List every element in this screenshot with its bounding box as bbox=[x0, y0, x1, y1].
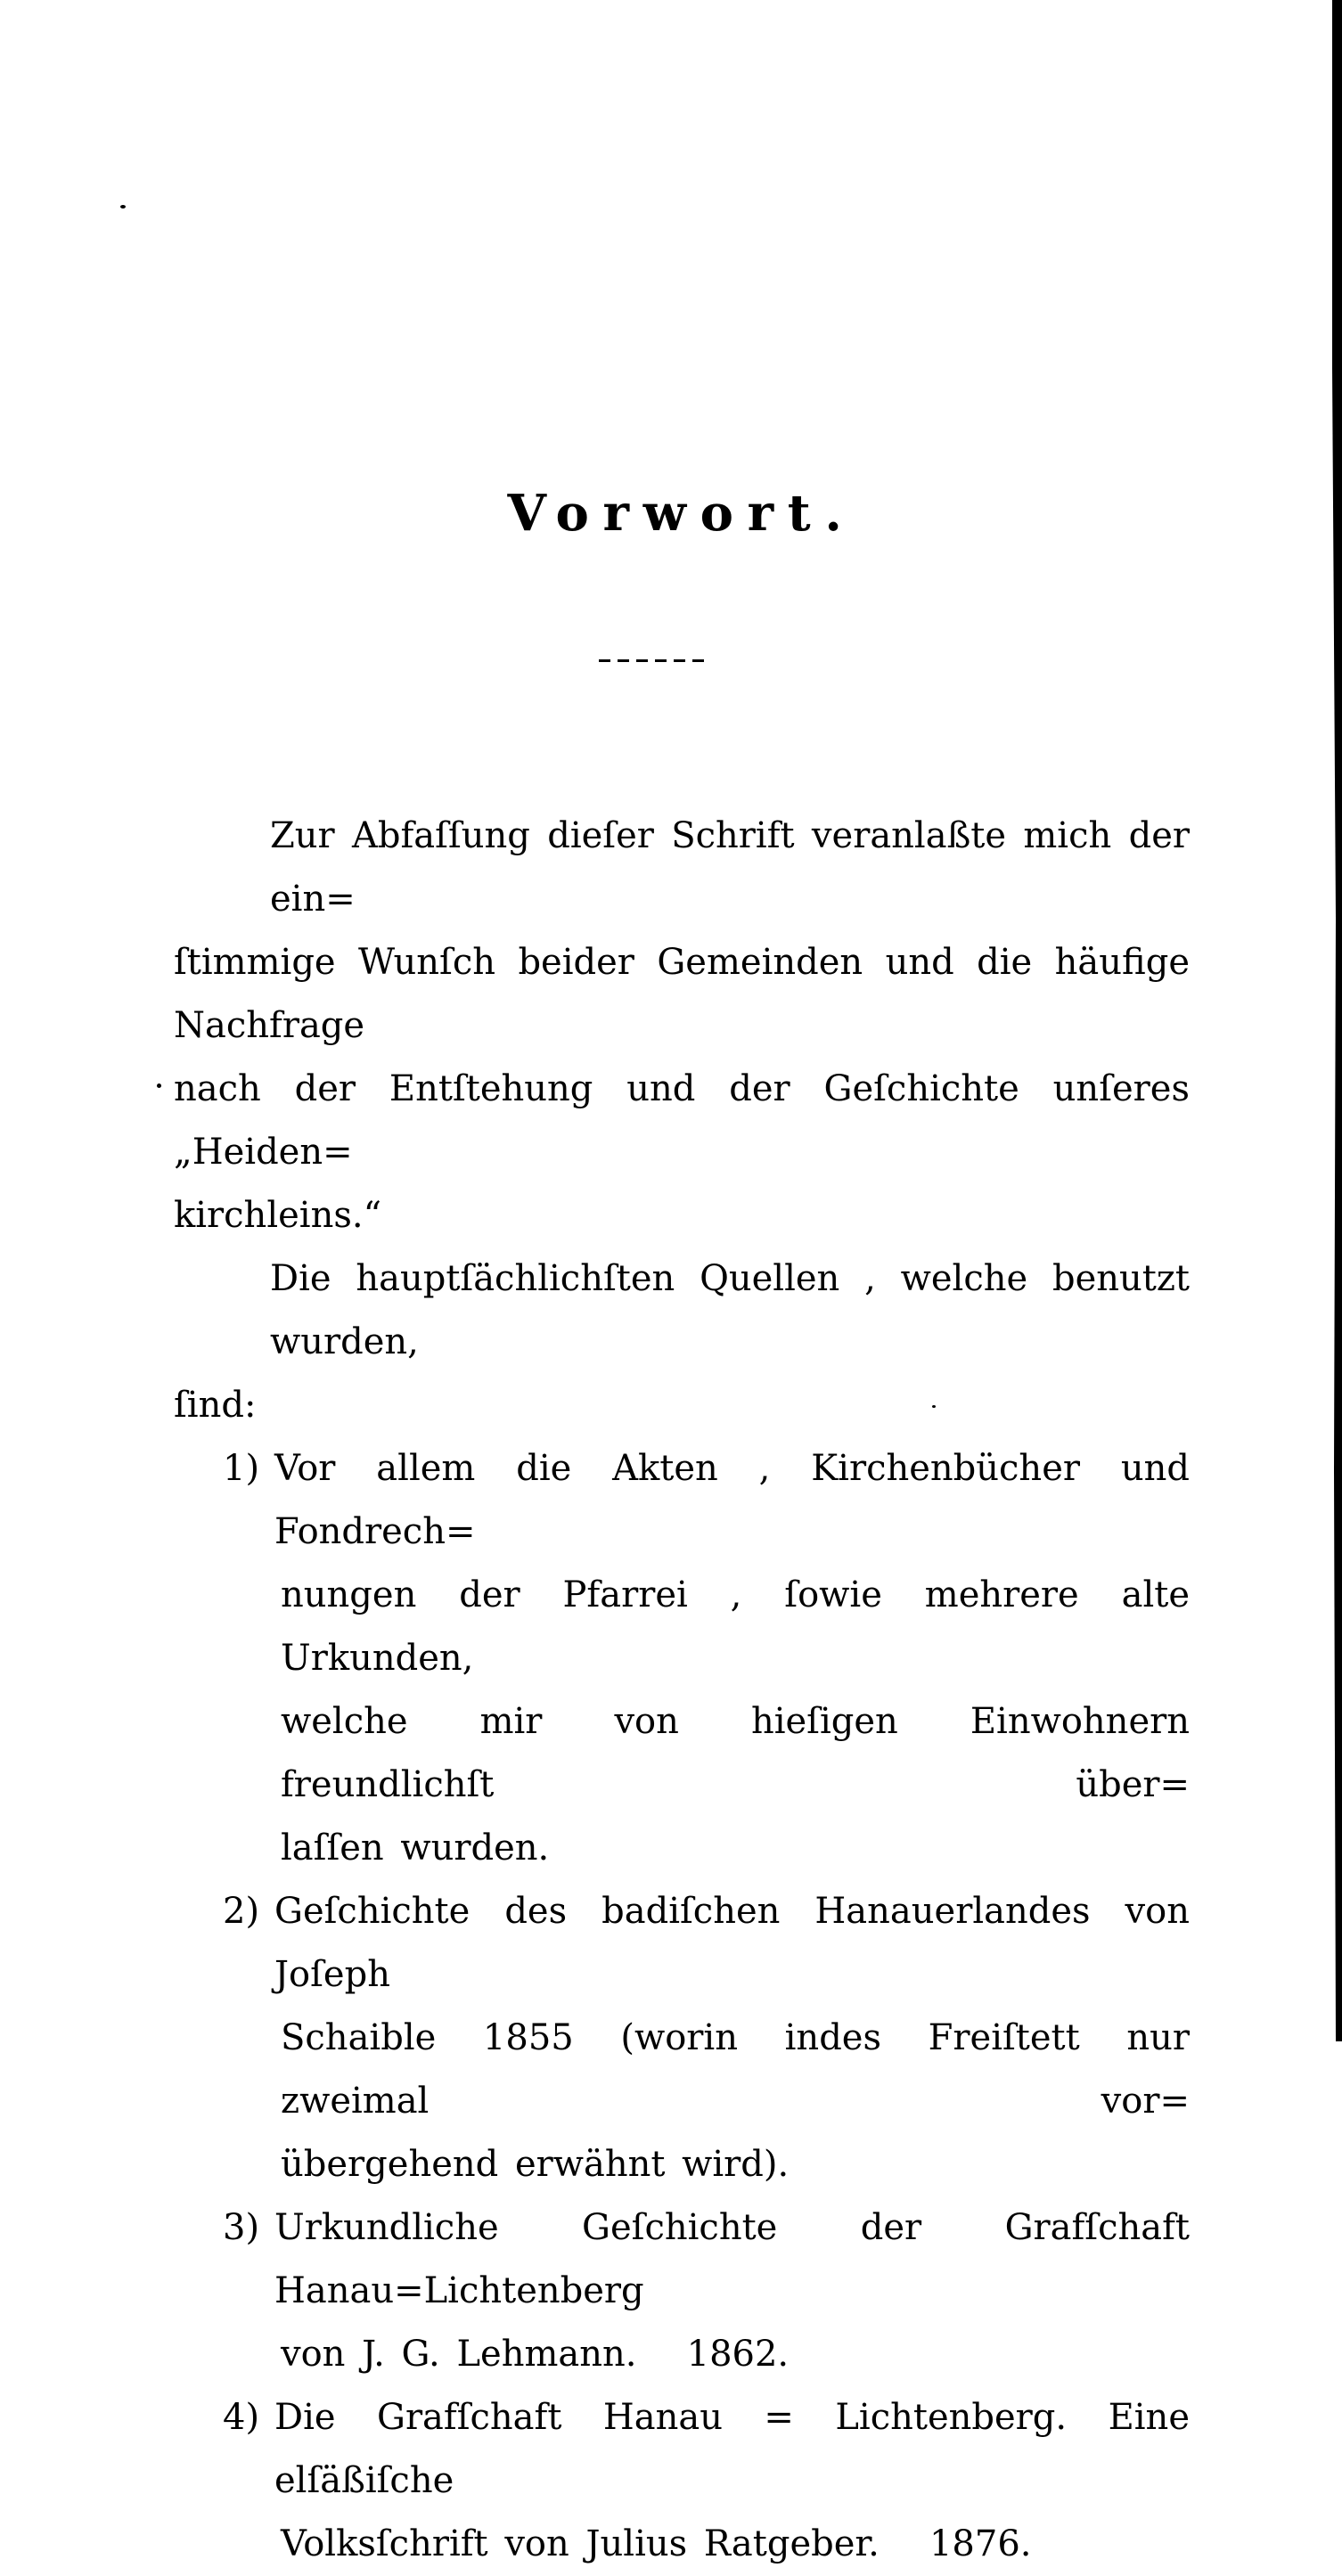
text-line: Urkundliche Geſchichte der Grafſchaft Hanau=Lichtenberg bbox=[274, 2207, 1190, 2311]
list-item-line bbox=[174, 1437, 1190, 1564]
scan-speck bbox=[120, 205, 126, 209]
scan-speck bbox=[157, 1084, 161, 1088]
text-line: von J. G. Lehmann. 1862. bbox=[281, 2334, 790, 2375]
list-item-number: 1) bbox=[223, 1448, 260, 1489]
text-line: Zur Abfaſſung dieſer Schrift veranlaßte mich der ein= bbox=[270, 815, 1190, 920]
text-line: Die Grafſchaft Hanau = Lichtenberg. Eine elſäßiſche bbox=[274, 2397, 1190, 2501]
text-line: nungen der Pfarrei , ſowie mehrere alte Urkunden, bbox=[281, 1574, 1190, 1679]
text-line: übergehend erwähnt wird). bbox=[281, 2144, 790, 2185]
list-item-line bbox=[174, 1880, 1190, 2007]
text-line: nach der Entſtehung und der Geſchichte unſeres „Heiden= bbox=[174, 1068, 1190, 1173]
text-line: Volksſchrift von Julius Ratgeber. 1876. bbox=[281, 2523, 1032, 2564]
text-line: ſtimmige Wunſch beider Gemeinden und die häufige Nachfrage bbox=[174, 942, 1190, 1046]
text-line: Schaible 1855 (worin indes Freiſtett nur zweimal vor= bbox=[281, 2017, 1190, 2122]
text-line: laſſen wurden. bbox=[281, 1828, 550, 1869]
text-line: Geſchichte des badiſchen Hanauerlandes von Joſeph bbox=[274, 1891, 1190, 1995]
text-line: welche mir von hieſigen Einwohnern freundlichſt über= bbox=[281, 1701, 1190, 1805]
text-line: ſind: bbox=[174, 1385, 257, 1426]
scan-speck bbox=[932, 1405, 936, 1408]
body-text bbox=[174, 805, 1190, 2576]
text-line: Vor allem die Akten , Kirchenbücher und Fondrech= bbox=[274, 1448, 1190, 1552]
list-item-number: 4) bbox=[223, 2397, 260, 2438]
scan-edge-artifact bbox=[1331, 0, 1342, 2041]
list-item-line bbox=[174, 2386, 1190, 2513]
text-line: kirchleins.“ bbox=[174, 1195, 382, 1236]
text-line: Die hauptſächlichſten Quellen , welche benutzt wurden, bbox=[270, 1258, 1190, 1362]
list-item-line bbox=[174, 2196, 1190, 2323]
title-divider bbox=[599, 659, 711, 662]
page-title: Vorwort. bbox=[507, 483, 856, 543]
list-item-number: 3) bbox=[223, 2207, 260, 2248]
list-item-number: 2) bbox=[223, 1891, 260, 1932]
